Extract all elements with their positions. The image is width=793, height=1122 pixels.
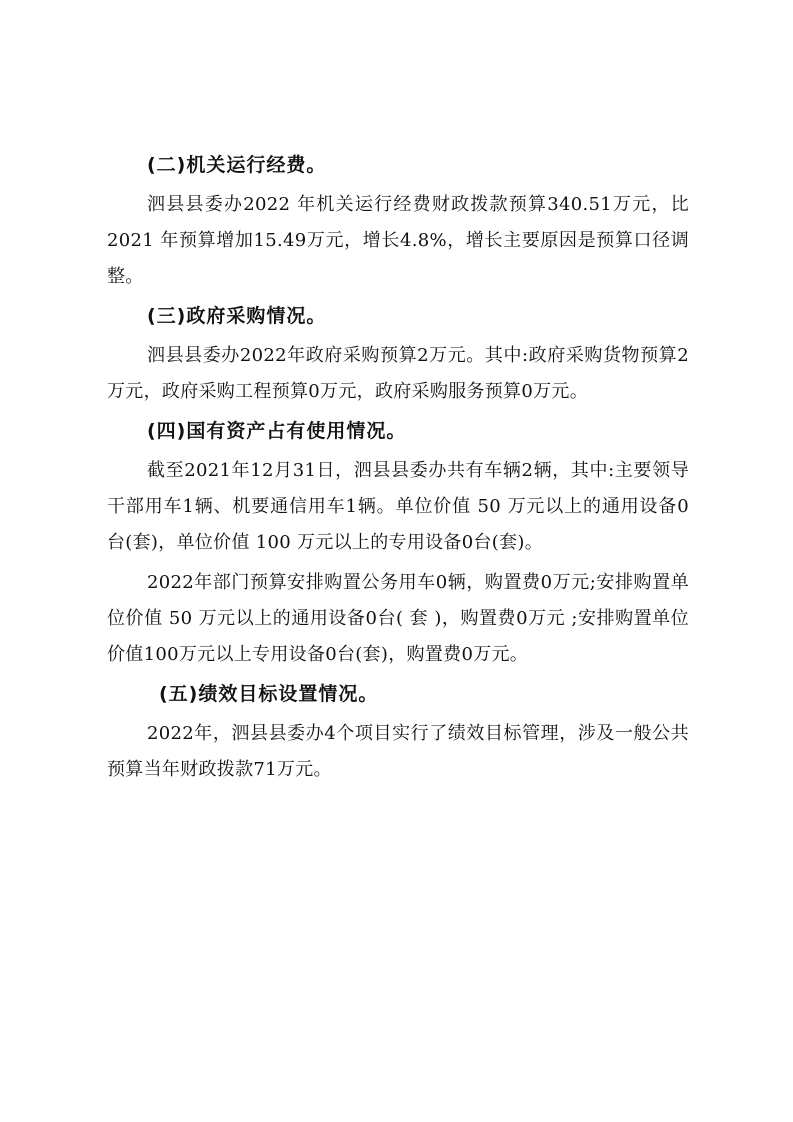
paragraph-government-procurement: 泗县县委办2022年政府采购预算2万元。其中:政府采购货物预算2万元，政府采购工程预算0万元，政府采购服务预算0万元。 bbox=[107, 345, 689, 402]
section-heading-performance-targets: (五)绩效目标设置情况。 bbox=[159, 683, 379, 705]
section-heading-government-procurement: (三)政府采购情况。 bbox=[147, 305, 327, 327]
document-body bbox=[107, 148, 689, 792]
section-heading-state-assets: (四)国有资产占有使用情况。 bbox=[147, 420, 407, 442]
paragraph-operating-expenses: 泗县县委办2022 年机关运行经费财政拨款预算340.51万元，比 2021 年预算增加15.49万元，增长4.8%，增长主要原因是预算口径调整。 bbox=[107, 194, 689, 287]
section-heading-operating-expenses: (二)机关运行经费。 bbox=[147, 154, 327, 176]
paragraph-performance-targets: 2022年，泗县县委办4个项目实行了绩效目标管理，涉及一般公共预算当年财政拨款71万元。 bbox=[107, 723, 689, 780]
paragraph-state-assets-purchases: 2022年部门预算安排购置公务用车0辆，购置费0万元;安排购置单位价值 50 万元以上的通用设备0台( 套 )，购置费0万元 ;安排购置单位价值100万元以上专用设备0台(套)，购置费0万元。 bbox=[107, 572, 689, 665]
paragraph-state-assets-vehicles: 截至2021年12月31日，泗县县委办共有车辆2辆，其中:主要领导干部用车1辆、机要通信用车1辆。单位价值 50 万元以上的通用设备0台(套)，单位价值 100 万元以上的专用设备0台(套)。 bbox=[107, 460, 689, 553]
